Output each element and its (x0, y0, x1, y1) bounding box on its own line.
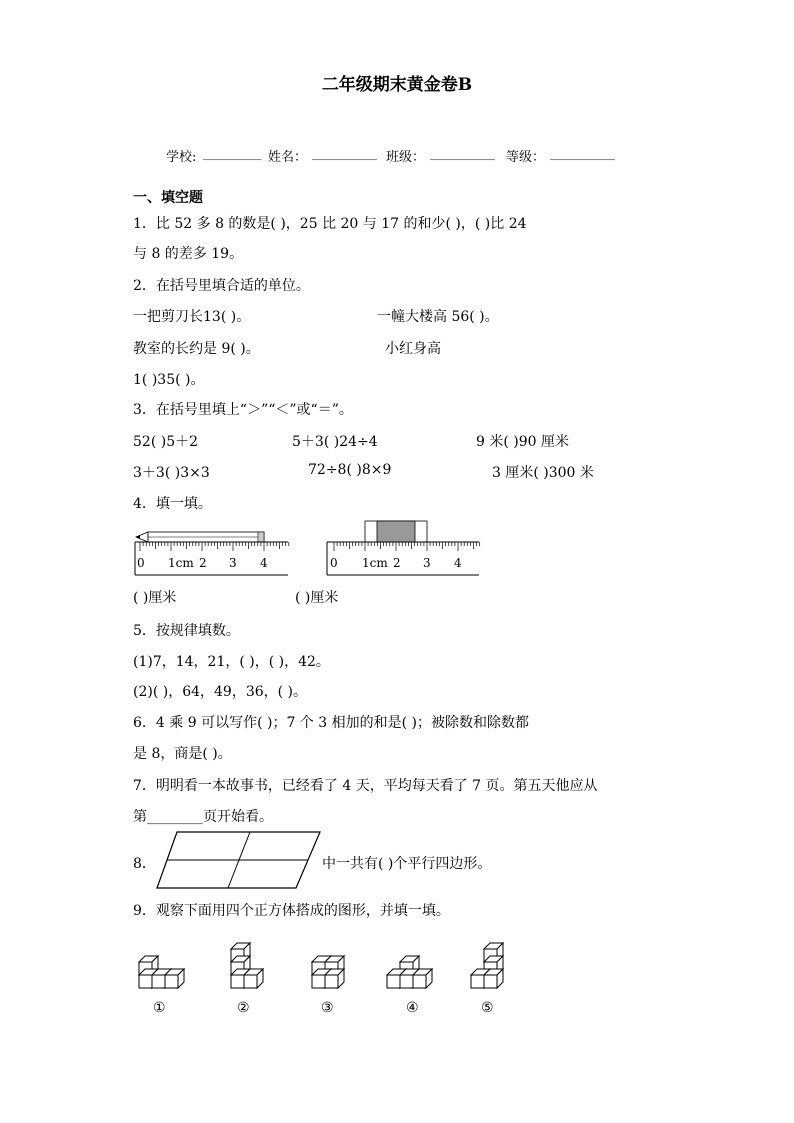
ruler-1-label-1cm: 1cm (168, 556, 194, 570)
q2-line1: 2．在括号里填合适的单位。 (133, 278, 310, 294)
cube-label-2: ② (237, 1000, 250, 1016)
ruler-2-label-3: 3 (423, 556, 431, 570)
block-icon (365, 521, 427, 542)
ruler-2-label-4: 4 (454, 556, 462, 570)
cube (484, 969, 503, 988)
q7-line1: 7．明明看一本故事书，已经看了 4 天，平均每天看了 7 页。第五天他应从 (133, 778, 598, 794)
cube-label-1: ① (153, 1000, 166, 1016)
cube-label-5: ⑤ (481, 1000, 494, 1016)
q6-line2: 是 8，商是( )。 (133, 746, 232, 762)
ruler-2-label-1cm: 1cm (362, 556, 388, 570)
ruler-1-label-3: 3 (229, 556, 237, 570)
ruler-2 (327, 542, 480, 575)
q9-line1: 9．观察下面用四个正方体搭成的图形，并填一填。 (133, 903, 450, 919)
parallelogram-figure (152, 828, 324, 892)
q2-height: 小红身高 (385, 341, 441, 357)
q3-r2-a: 3＋3( )3×3 (133, 465, 210, 481)
q2-classroom: 教室的长约是 9( )。 (133, 341, 260, 357)
cube (244, 969, 263, 988)
q2-building: 一幢大楼高 56( )。 (377, 309, 499, 325)
q8-number: 8． (133, 856, 156, 872)
q2-height-value: 1( )35( )。 (133, 372, 205, 388)
q4-line1: 4．填一填。 (133, 496, 212, 512)
cube-label-4: ④ (406, 1000, 419, 1016)
ruler-1-label-0: 0 (137, 556, 145, 570)
q6-line1: 6．4 乘 9 可以写作( )；7 个 3 相加的和是( )；被除数和除数都 (133, 715, 529, 731)
cube-label-3: ③ (321, 1000, 334, 1016)
q3-r1-a: 52( )5＋2 (133, 434, 199, 450)
q5-seq2: (2)( )，64，49，36，( )。 (133, 684, 308, 700)
q3-r1-b: 5＋3( )24÷4 (292, 434, 378, 450)
school-label: 学校: (166, 150, 197, 165)
cubes-figure (125, 920, 525, 1022)
cube (413, 969, 432, 988)
ruler-1 (135, 542, 289, 575)
q3-r2-c: 3 厘米( )300 米 (492, 465, 594, 481)
q1-line1: 1．比 52 多 8 的数是( )，25 比 20 与 17 的和少( )，( )比 24 (133, 216, 527, 232)
q3-r1-c: 9 米( )90 厘米 (476, 434, 569, 450)
q7-line2: 第________页开始看。 (133, 809, 273, 825)
section-heading: 一、填空题 (133, 190, 203, 206)
cube (325, 969, 344, 988)
q5-line1: 5．按规律填数。 (133, 623, 240, 639)
q4-answer-1: ( )厘米 (133, 590, 177, 606)
page-title: 二年级期末黄金卷B (321, 75, 473, 95)
q5-seq1: (1)7，14，21，( )，( )，42。 (133, 654, 330, 670)
ruler-pencil-figure (130, 522, 292, 578)
cube (165, 969, 184, 988)
school-blank: _________ (203, 146, 262, 161)
q3-r2-b: 72÷8( )8×9 (308, 462, 392, 478)
grade-label: 等级： (506, 150, 546, 165)
q4-answer-2: ( )厘米 (295, 590, 339, 606)
q8-text: 中一共有( )个平行四边形。 (322, 856, 492, 872)
ruler-block-figure (322, 516, 484, 578)
class-blank: __________ (430, 146, 495, 161)
ruler-2-label-2: 2 (393, 556, 401, 570)
q1-line2: 与 8 的差多 19。 (133, 246, 244, 262)
name-blank: __________ (312, 146, 377, 161)
ruler-2-label-0: 0 (330, 556, 338, 570)
class-label: 班级： (386, 150, 426, 165)
grade-blank: __________ (550, 146, 615, 161)
pencil-icon (136, 532, 264, 542)
q2-scissors: 一把剪刀长13( )。 (133, 309, 251, 325)
q3-line1: 3．在括号里填上“＞”“＜”或“＝”。 (133, 402, 353, 418)
ruler-1-label-2: 2 (199, 556, 207, 570)
ruler-1-label-4: 4 (260, 556, 268, 570)
name-label: 姓名： (268, 150, 308, 165)
